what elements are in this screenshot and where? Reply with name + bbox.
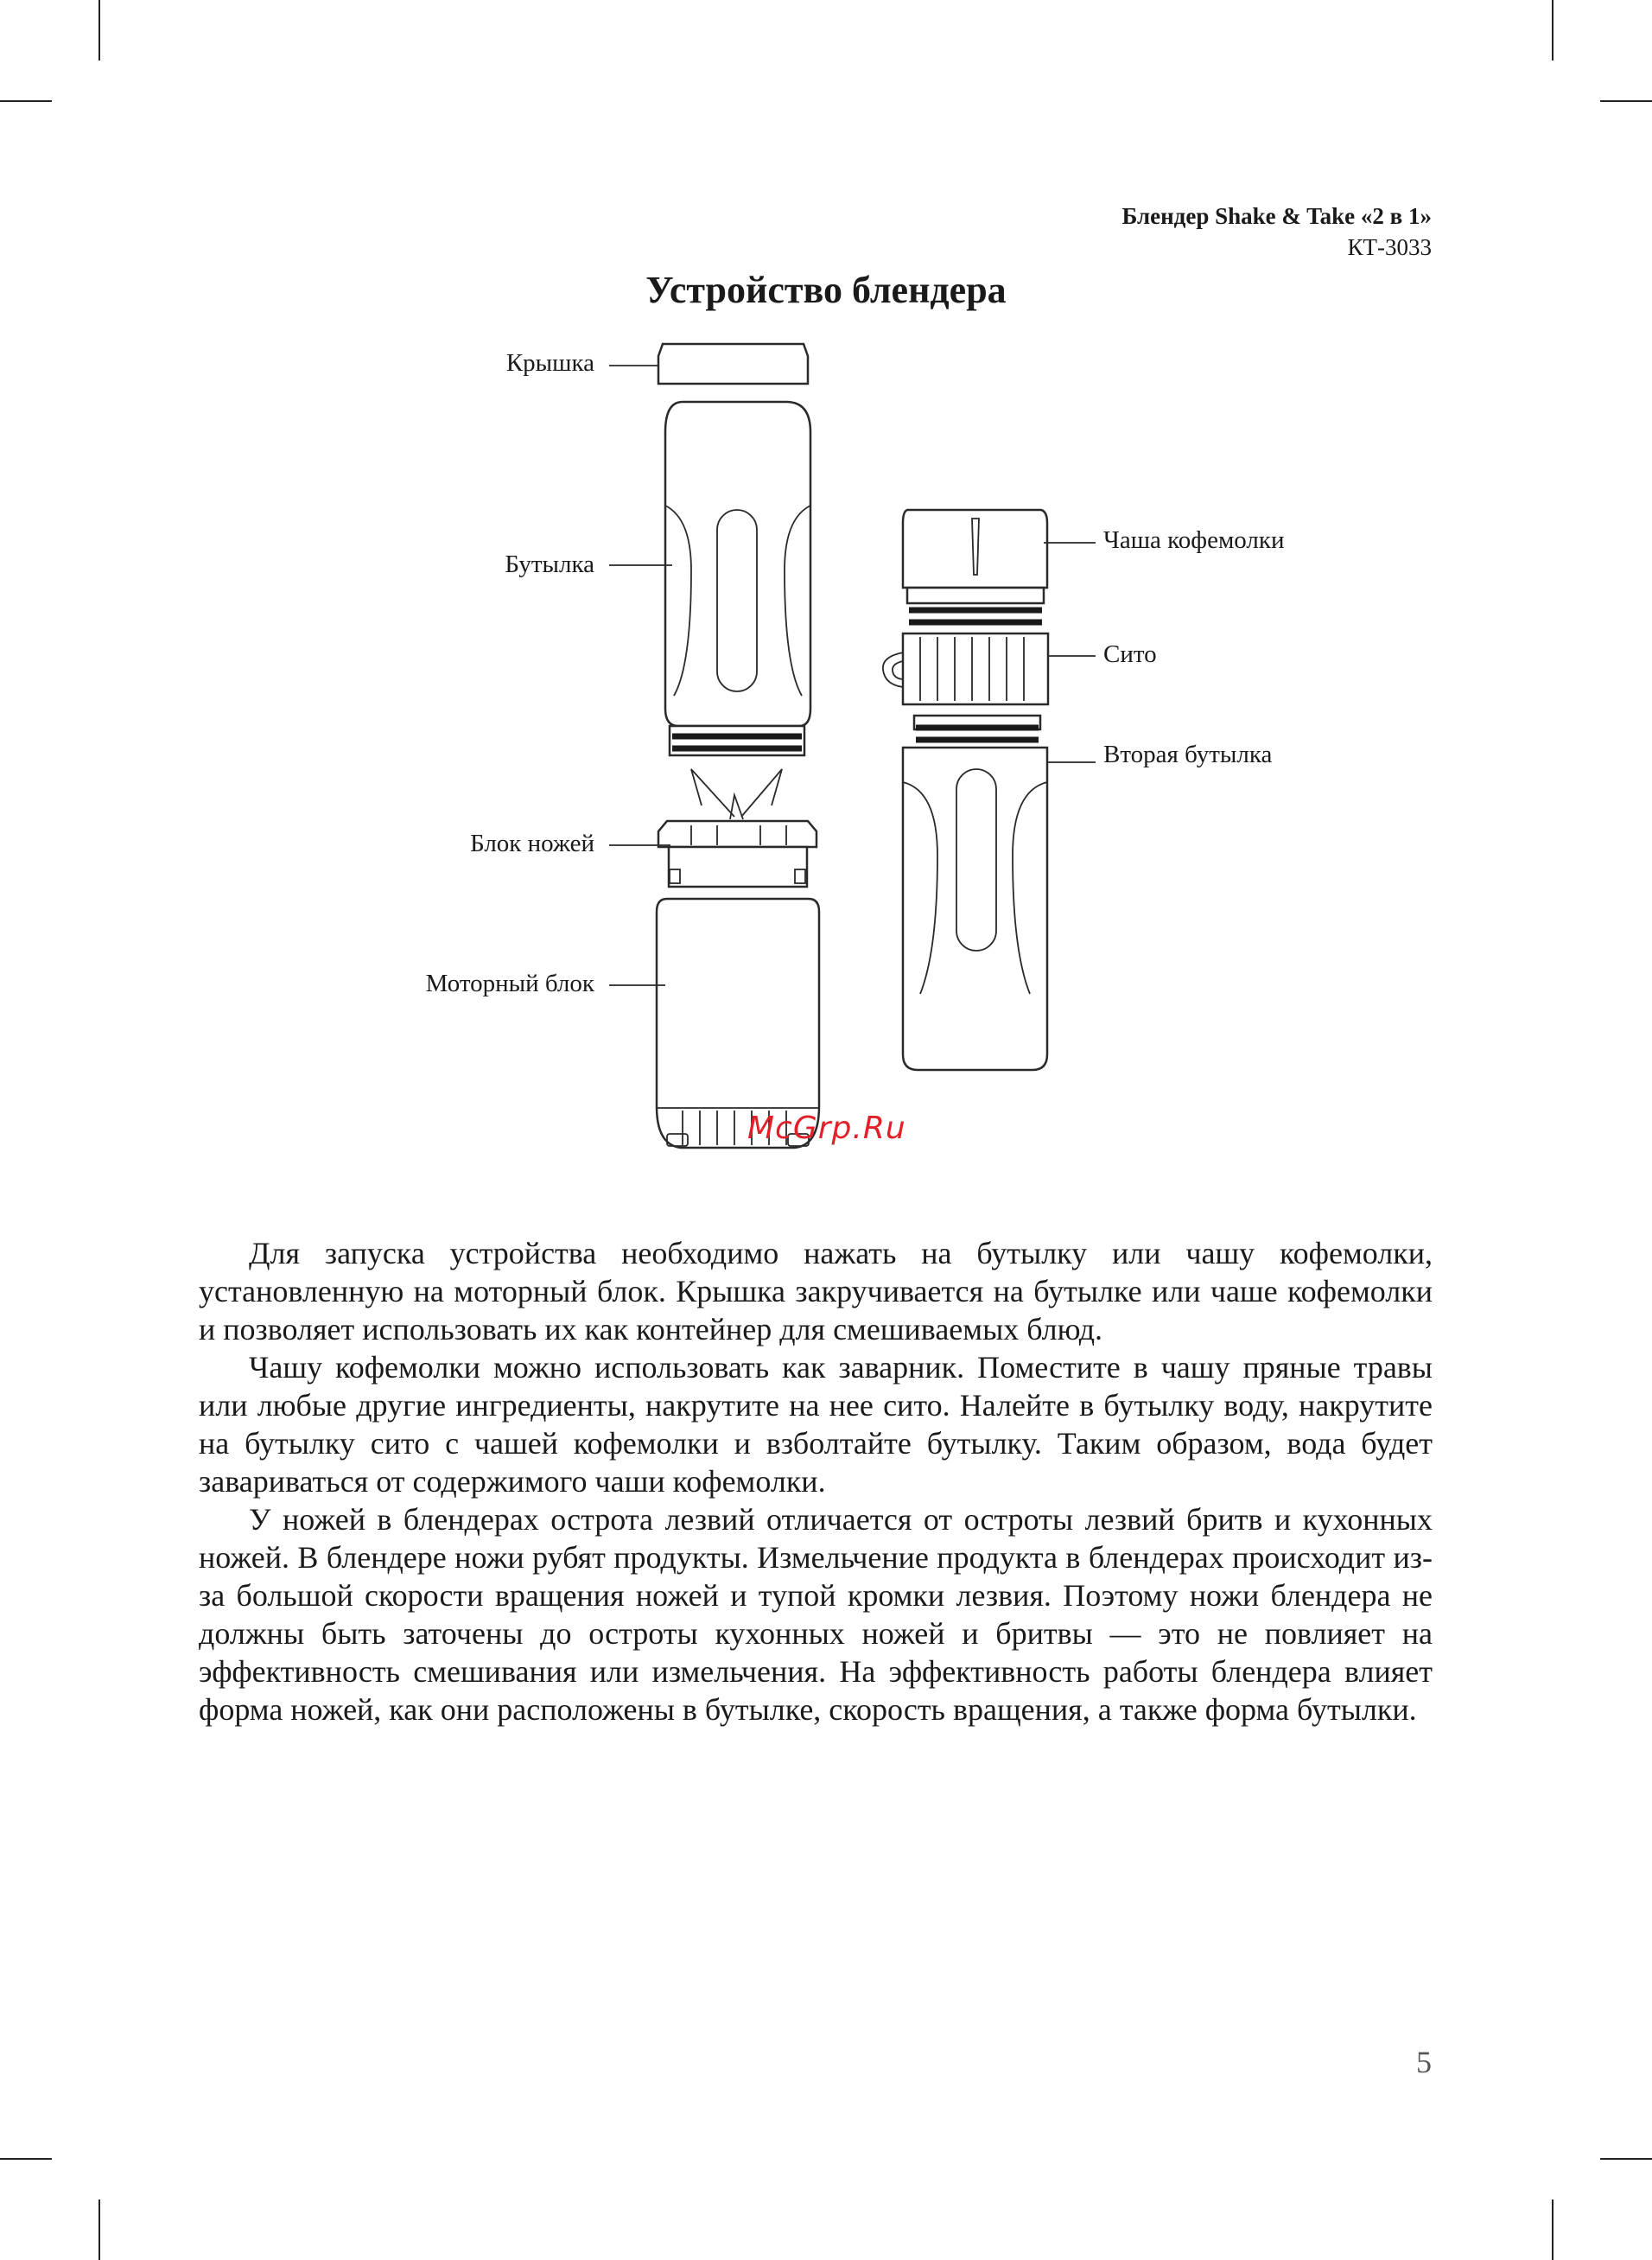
label-second-bottle: Вторая бутылка <box>1103 741 1273 768</box>
paragraph-3: У ножей в блендерах острота лезвий отличается от остроты лезвий бритв и кухонных ножей. В блендере ножи рубят продукты. Измельчение продукта в блендерах происходит из-за большой скорости вращения ножей и тупой кромки лезвия. Поэтому ножи блендера не должны быть заточены до остроты кухонных ножей и бритвы — это не повлияет на эффективность смешивания или измельчения. На эффективность работы блендера влияет форма ножей, как они расположены в бутылке, скорость вращения, а также форма бутылки. <box>199 1502 1433 1727</box>
label-lid: Крышка <box>505 349 594 377</box>
body-text <box>199 1234 1433 1728</box>
sieve-illustration <box>883 633 1048 704</box>
paragraph-2: Чашу кофемолки можно использовать как заварник. Поместите в чашу пряные травы или любые другие ингредиенты, накрутите на нее сито. Налейте в бутылку воду, накрутите на бутылку сито с чашей кофемолки и взболтайте бутылку. Таким образом, вода будет завариваться от содержимого чаши кофемолки. <box>199 1350 1433 1499</box>
product-name: Блендер Shake & Take «2 в 1» <box>1121 203 1432 229</box>
blade-unit-illustration <box>658 769 816 887</box>
label-motor-unit: Моторный блок <box>425 970 594 997</box>
label-blade-unit: Блок ножей <box>470 830 594 857</box>
label-grinder-cup: Чаша кофемолки <box>1103 526 1285 554</box>
label-sieve: Сито <box>1103 640 1157 668</box>
bottle-illustration <box>665 402 810 755</box>
page-title: Устройство блендера <box>645 269 1007 311</box>
label-bottle: Бутылка <box>505 551 594 578</box>
product-code: КТ-3033 <box>1347 234 1432 260</box>
grinder-cup-illustration <box>903 510 1047 622</box>
paragraph-1: Для запуска устройства необходимо нажать на бутылку или чашу кофемолки, установленную на моторный блок. Крышка закручивается на бутылке или чаше кофемолки и позволяет использовать их как контейнер для смешиваемых блюд. <box>199 1236 1433 1346</box>
page-number: 5 <box>1416 2045 1432 2079</box>
second-bottle-illustration <box>903 716 1047 1070</box>
lid-illustration <box>658 344 808 384</box>
watermark: McGrp.Ru <box>747 1111 906 1146</box>
